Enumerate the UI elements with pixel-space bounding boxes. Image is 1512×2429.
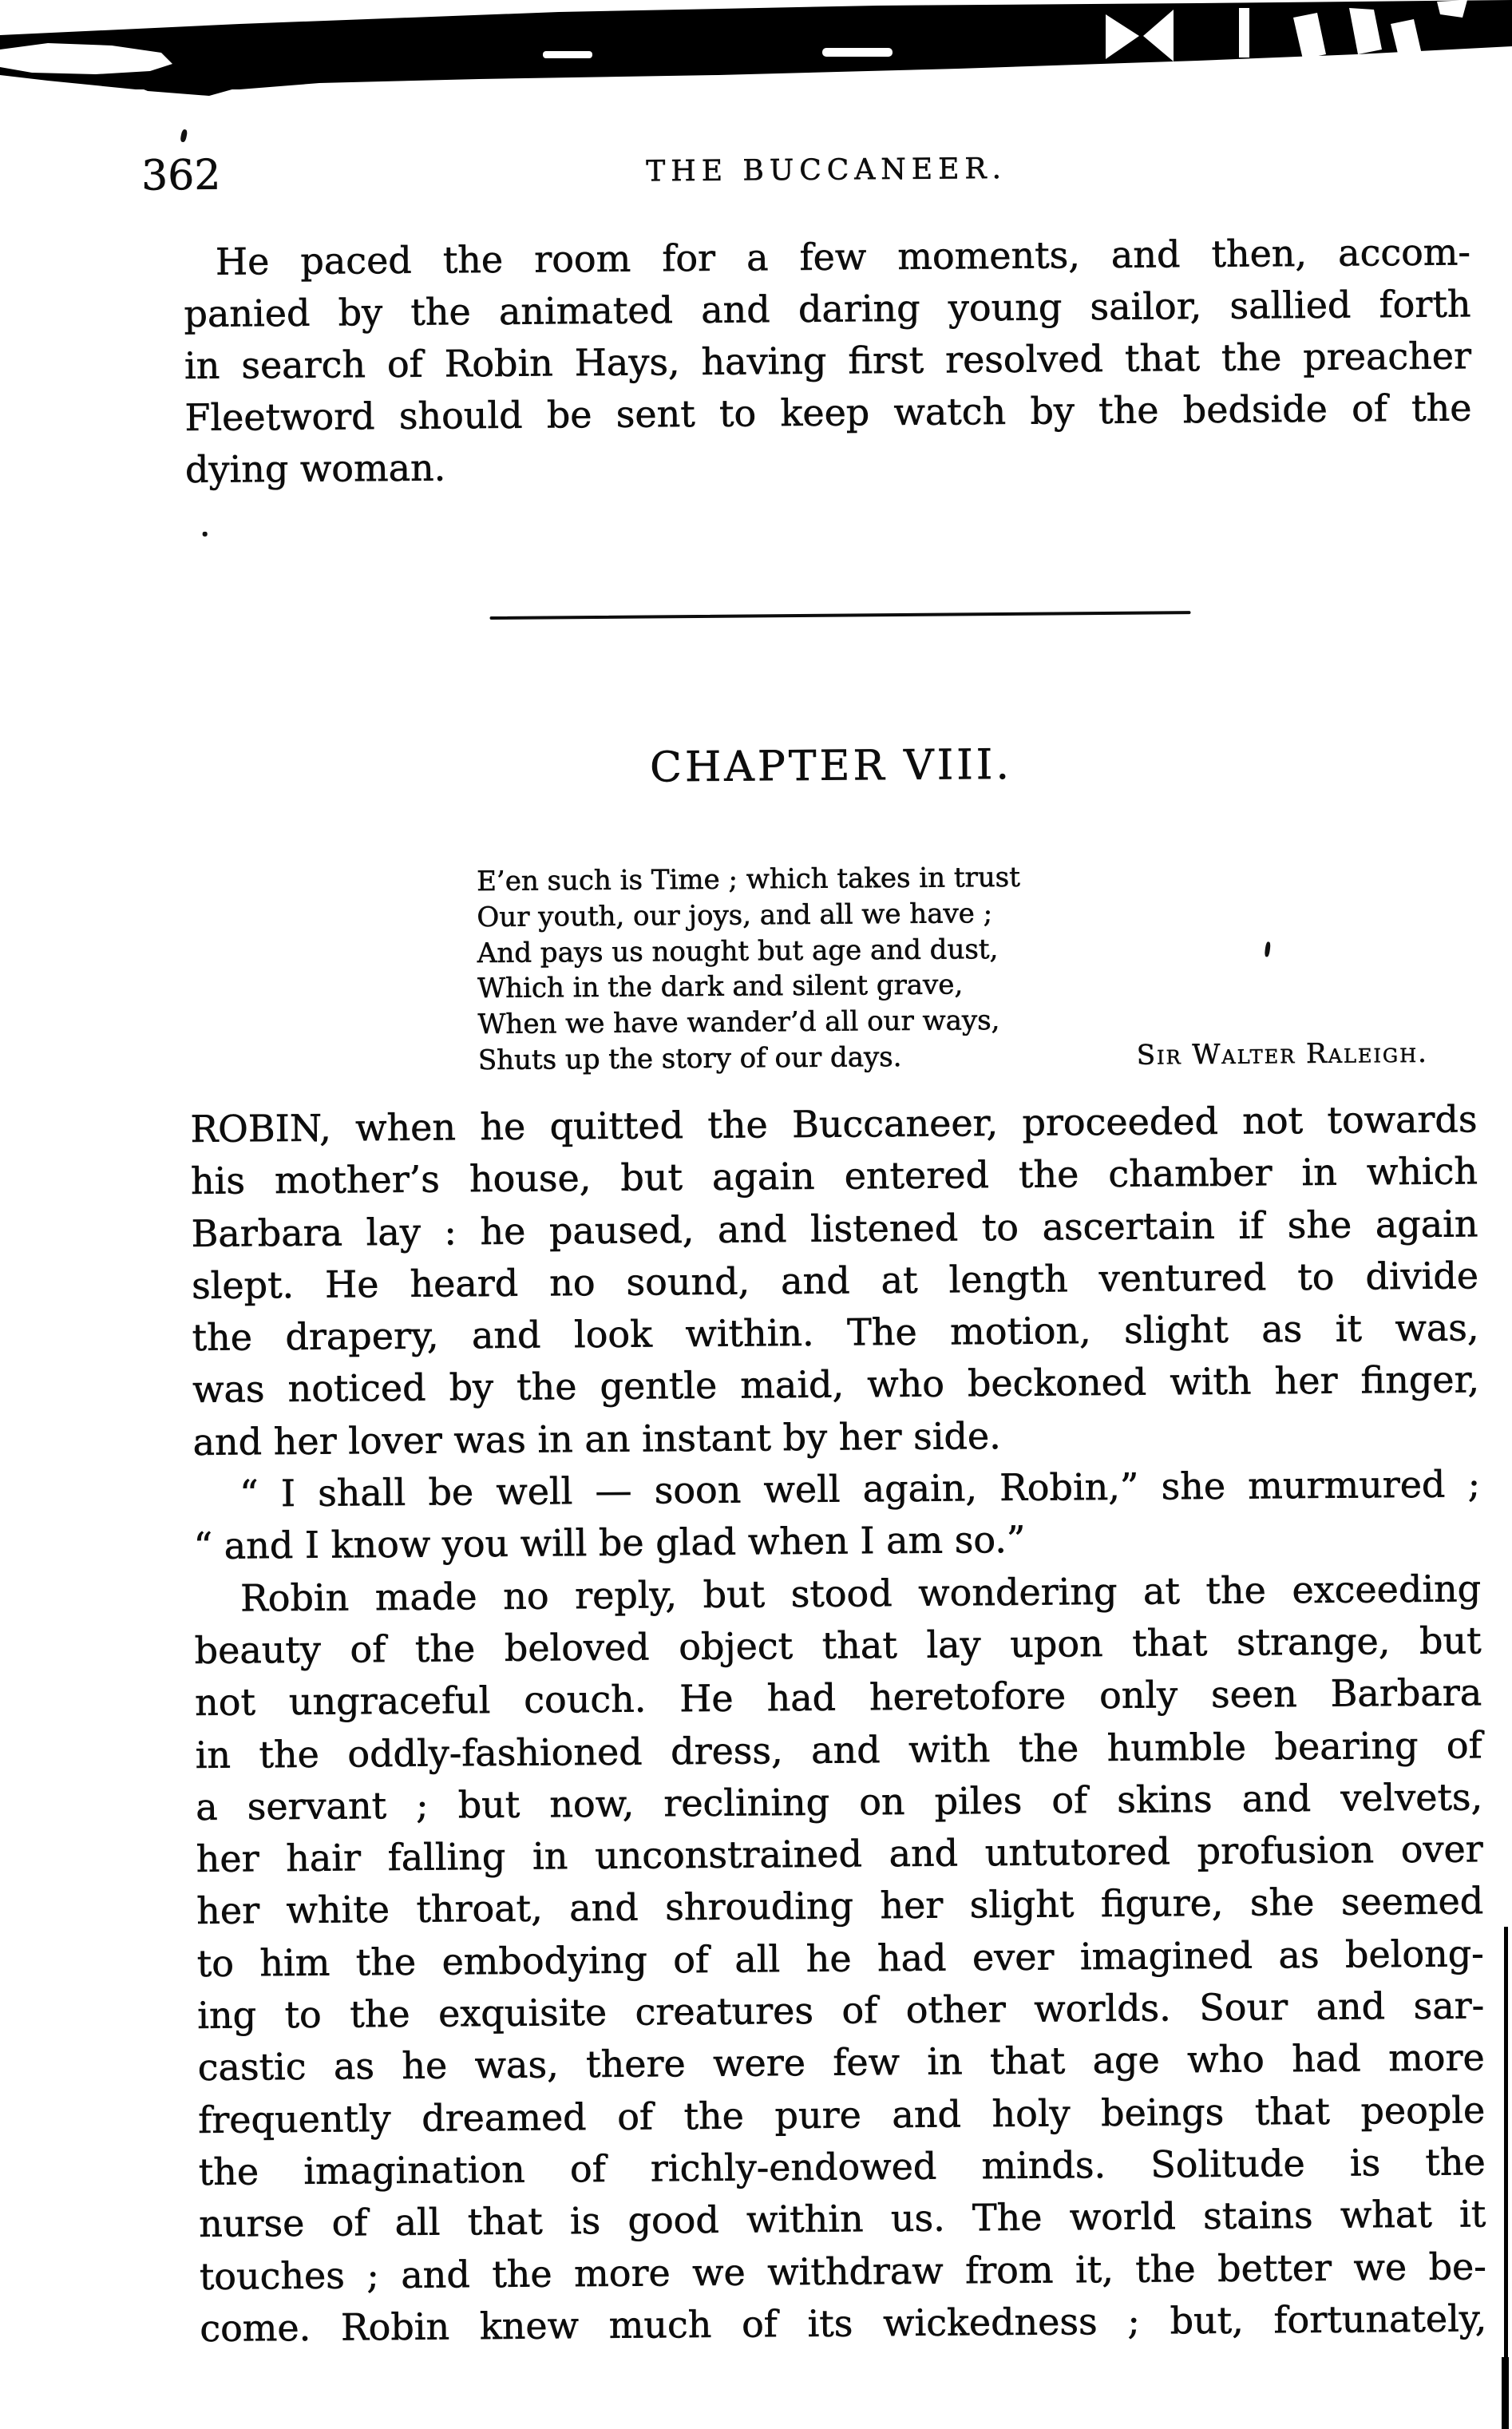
text-line: his mother’s house, but again entered the chamber in which bbox=[190, 1149, 1478, 1203]
text-line: and her lover was in an instant by her side. bbox=[192, 1413, 1001, 1464]
text-line: her white throat, and shrouding her slight figure, she seemed bbox=[196, 1879, 1484, 1933]
body-paragraphs bbox=[190, 1093, 1486, 2355]
epigraph-line: E’en such is Time ; which takes in trust bbox=[476, 861, 1020, 898]
text-line: a servant ; but now, reclining on piles of skins and velvets, bbox=[195, 1775, 1483, 1829]
epigraph-line: Which in the dark and silent grave, bbox=[477, 969, 964, 1005]
text-line: castic as he was, there were few in that age who had more bbox=[197, 2035, 1485, 2090]
text-line: slept. He heard no sound, and at length ventured to divide bbox=[191, 1254, 1479, 1307]
right-edge-scan-line bbox=[1502, 2357, 1509, 2429]
ink-speck bbox=[203, 532, 208, 537]
text-line: touches ; and the more we withdraw from it, the better we be- bbox=[199, 2244, 1486, 2298]
text-line: in the oddly-fashioned dress, and with the humble bearing of bbox=[195, 1722, 1482, 1777]
text-line: beauty of the beloved object that lay upon that strange, but bbox=[194, 1619, 1482, 1672]
right-edge-scan-line bbox=[1504, 1927, 1508, 2429]
text-line: nurse of all that is good within us. The world stains what it bbox=[199, 2192, 1486, 2246]
text-line: Fleetword should be sent to keep watch by the bedside of the bbox=[184, 386, 1472, 440]
text-line: Barbara lay : he paused, and listened to ascertain if she again bbox=[191, 1201, 1478, 1255]
text-line: the imagination of richly-endowed minds. Solitude is the bbox=[198, 2140, 1486, 2193]
text-line: “ and I know you will be glad when I am so.” bbox=[193, 1518, 1026, 1568]
text-line: frequently dreamed of the pure and holy beings that people bbox=[198, 2087, 1486, 2142]
text-line: panied by the animated and daring young sailor, sallied forth bbox=[184, 282, 1471, 336]
text-line: ROBIN, when he quitted the Buccaneer, proceeded not towards bbox=[190, 1097, 1478, 1151]
text-line: not ungraceful couch. He had heretofore only seen Barbara bbox=[194, 1670, 1482, 1725]
text-line: her hair falling in unconstrained and untutored profusion over bbox=[196, 1827, 1483, 1881]
chapter-heading: CHAPTER VIII. bbox=[649, 740, 1013, 792]
epigraph-line: Shuts up the story of our days. bbox=[477, 1040, 902, 1077]
intro-paragraph bbox=[184, 226, 1473, 496]
epigraph bbox=[477, 857, 1428, 1079]
text-line: come. Robin knew much of its wickedness ; but, fortunately, bbox=[200, 2296, 1487, 2350]
page-number: 362 bbox=[141, 151, 221, 200]
epigraph-line: Our youth, our joys, and all we have ; bbox=[477, 897, 993, 933]
epigraph-line: And pays us nought but age and dust, bbox=[477, 933, 999, 969]
text-line: He paced the room for a few moments, and then, accom- bbox=[215, 230, 1471, 283]
running-title: THE BUCCANEER. bbox=[646, 152, 1007, 188]
text-line: the drapery, and look within. The motion, slight as it was, bbox=[192, 1306, 1479, 1360]
text-line: ing to the exquisite creatures of other worlds. Sour and sar- bbox=[197, 1983, 1485, 2038]
text-line: Robin made no reply, but stood wondering at the exceeding bbox=[239, 1566, 1482, 1620]
section-divider bbox=[490, 611, 1191, 620]
epigraph-attribution: Sir Walter Raleigh. bbox=[1136, 1036, 1428, 1072]
ink-speck bbox=[180, 129, 188, 142]
text-line: “ I shall be well — soon well again, Robin,” she murmured ; bbox=[239, 1462, 1481, 1516]
text-line: dying woman. bbox=[184, 446, 446, 492]
text-line: was noticed by the gentle maid, who beckoned with her finger, bbox=[192, 1357, 1480, 1412]
text-line: in search of Robin Hays, having first resolved that the preacher bbox=[184, 334, 1472, 388]
epigraph-line: When we have wander’d all our ways, bbox=[477, 1004, 1000, 1041]
text-line: to him the embodying of all he had ever imagined as belong- bbox=[196, 1932, 1484, 1985]
